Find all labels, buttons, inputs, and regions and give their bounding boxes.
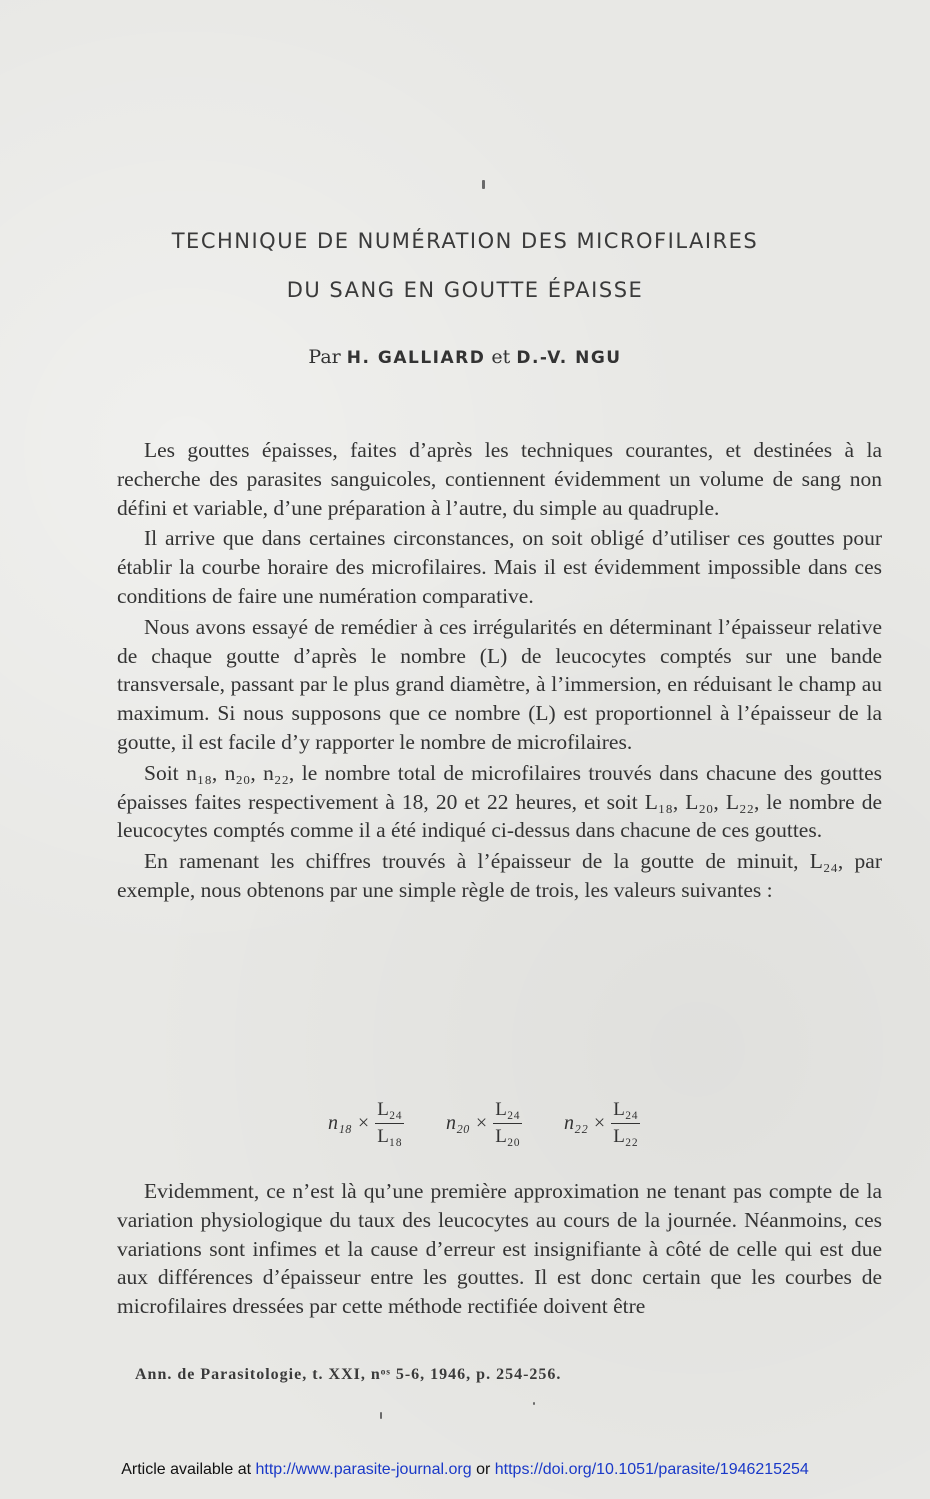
formula-variable: n₁₈: [328, 1111, 352, 1134]
fraction-denominator: L₁₈: [377, 1125, 403, 1147]
author-2: D.-V. NGU: [516, 348, 622, 368]
fraction-denominator: L₂₀: [495, 1125, 521, 1147]
availability-footer: [0, 1461, 930, 1479]
formula-term-2: [446, 1092, 522, 1154]
paragraph-5: En ramenant les chiffres trouvés à l’épaisseur de la goutte de minuit, L₂₄, par exemple, nous obtenons par une simple règle de trois, les valeurs suivantes :: [117, 849, 882, 902]
fraction: [493, 1099, 522, 1148]
formula: [328, 1092, 673, 1154]
formula-term-3: [564, 1092, 640, 1154]
times-sign: ×: [593, 1111, 606, 1134]
formula-variable: n₂₀: [446, 1111, 470, 1134]
journal-website-link[interactable]: http://www.parasite-journal.org: [255, 1461, 472, 1478]
byline-and: et: [491, 346, 511, 368]
fraction: [611, 1099, 640, 1148]
formula-variable: n₂₂: [564, 1111, 588, 1134]
scan-speck: [482, 180, 485, 189]
scan-speck: [533, 1402, 535, 1405]
formula-term-1: [328, 1092, 404, 1154]
paragraph-2: Il arrive que dans certaines circonstances, on soit obligé d’utiliser ces gouttes pour établir la courbe horaire des microfilaires. Mais il est évidemment impossible dans ces conditions de faire une numération comparative.: [117, 526, 882, 608]
doi-link[interactable]: https://doi.org/10.1051/parasite/1946215254: [494, 1461, 809, 1478]
scan-speck: [380, 1412, 382, 1419]
fraction-numerator: L₂₄: [493, 1099, 522, 1124]
paragraph-6: Evidemment, ce n’est là qu’une première approximation ne tenant pas compte de la variation physiologique du taux des leucocytes au cours de la journée. Néanmoins, ces variations sont infimes et la cause d’erreur est insignifiante à côté de celle qui est due aux différences d’épaisseur entre les gouttes. Il est donc certain que les courbes de microfilaires dressées par cette méthode rectifiée doivent être: [117, 1179, 882, 1319]
fraction: [375, 1099, 404, 1148]
paragraph-1: Les gouttes épaisses, faites d’après les techniques courantes, et destinées à la recherche des parasites sanguicoles, contiennent évidemment un volume de sang non défini et variable, d’une préparation à l’autre, du simple au quadruple.: [117, 438, 882, 520]
author-1: H. GALLIARD: [346, 348, 486, 368]
article-title-line-1: TECHNIQUE DE NUMÉRATION DES MICROFILAIRES: [171, 229, 759, 253]
paragraph-4: Soit n₁₈, n₂₀, n₂₂, le nombre total de microfilaires trouvés dans chacune des gouttes épaisses faites respectivement à 18, 20 et 22 heures, et soit L₁₈, L₂₀, L₂₂, le nombre de leucocytes comptés comme il a été indiqué ci-dessus dans chacune de ces gouttes.: [117, 760, 882, 843]
fraction-numerator: L₂₄: [611, 1099, 640, 1124]
article-body: [117, 436, 882, 907]
paragraph-3: Nous avons essayé de remédier à ces irrégularités en déterminant l’épaisseur relative de chaque goutte d’après le nombre (L) de leucocytes comptés sur une bande transversale, passant par le plus grand diamètre, à l’immersion, en réduisant le champ au maximum. Si nous supposons que ce nombre (L) est proportionnel à l’épaisseur de la goutte, il est facile d’y rapporter le nombre de microfilaires.: [117, 614, 882, 754]
article-title-line-2: DU SANG EN GOUTTE ÉPAISSE: [286, 278, 644, 302]
footer-prefix: Article available at: [121, 1461, 252, 1478]
times-sign: ×: [475, 1111, 488, 1134]
byline: [0, 346, 930, 368]
article-body-continued: [117, 1177, 882, 1321]
fraction-numerator: L₂₄: [375, 1099, 404, 1124]
footer-or: or: [476, 1461, 491, 1478]
times-sign: ×: [357, 1111, 370, 1134]
journal-citation: Ann. de Parasitologie, t. XXI, nᵒˢ 5-6, 1946, p. 254-256.: [135, 1366, 562, 1383]
fraction-denominator: L₂₂: [613, 1125, 639, 1147]
byline-prefix: Par: [308, 346, 341, 368]
